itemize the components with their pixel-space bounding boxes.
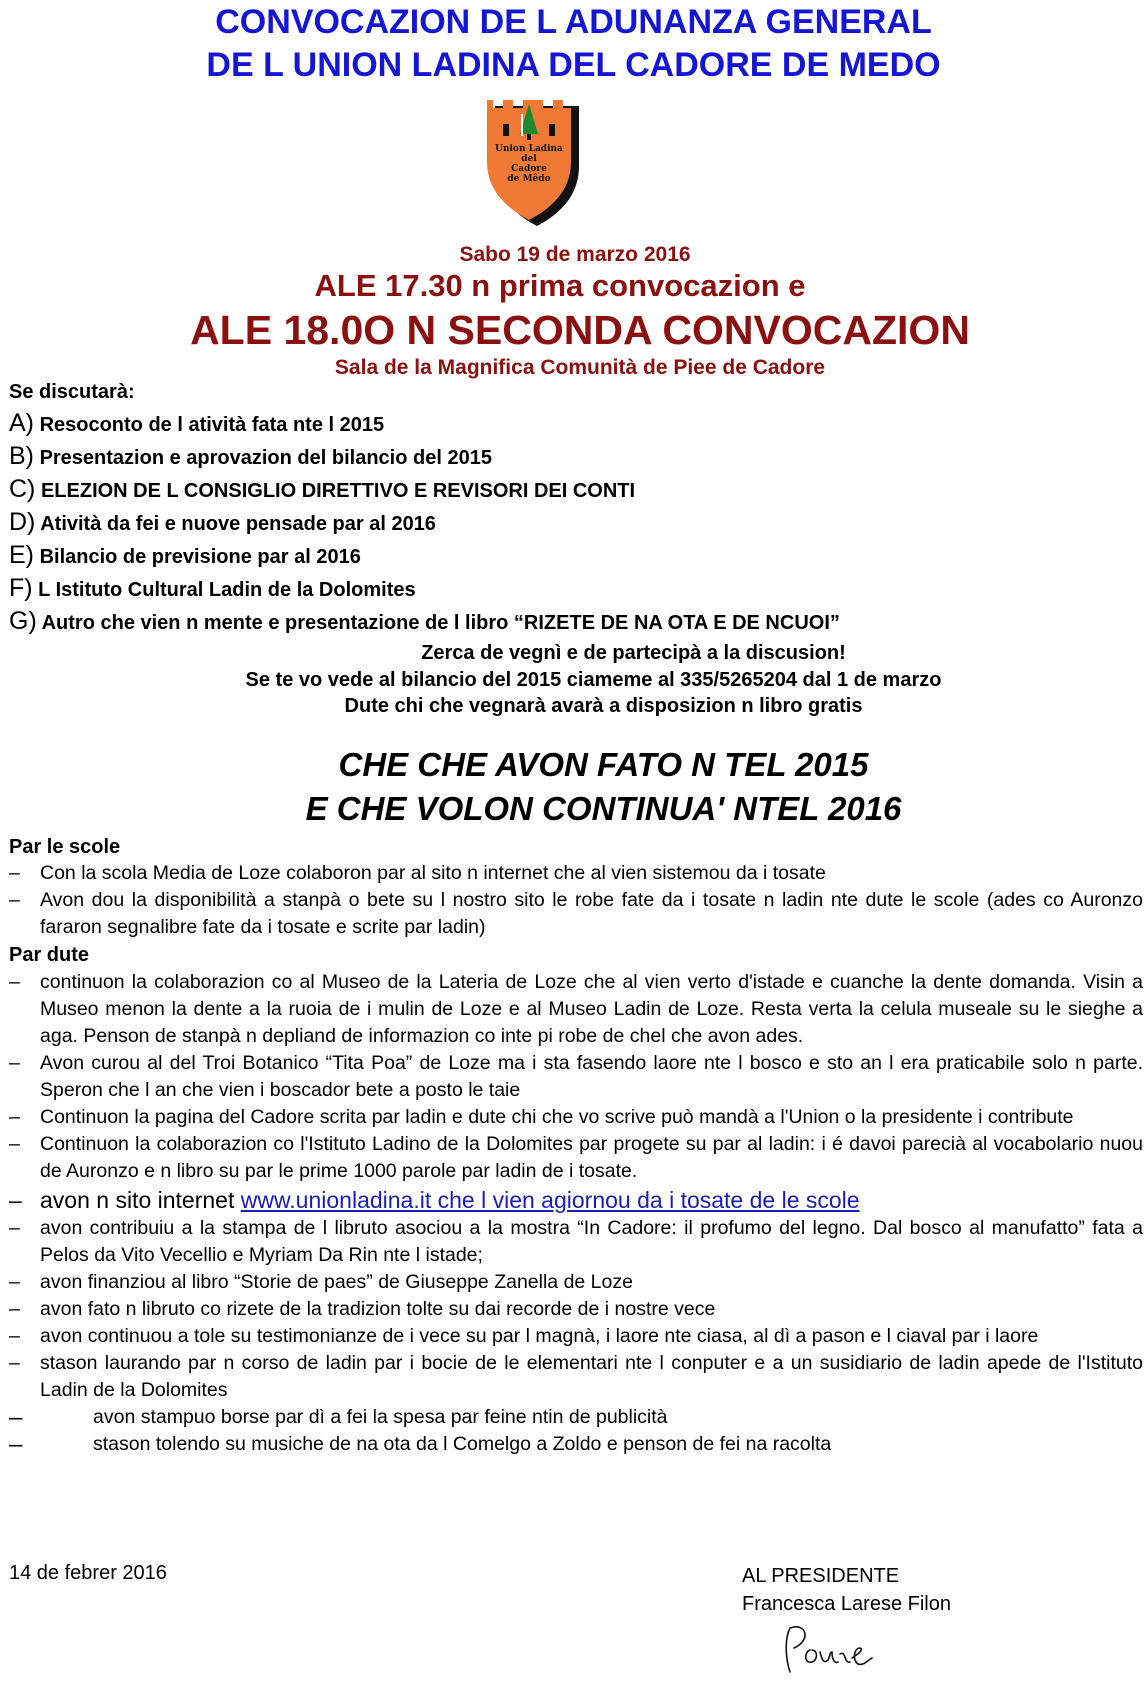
- list-item-text: avon finanziou al libro “Storie de paes” de Giuseppe Zanella de Loze: [40, 1271, 633, 1293]
- dash-bullet-icon: –: [9, 1271, 20, 1293]
- signatory-role: AL PRESIDENTE: [742, 1565, 900, 1587]
- document-title-line1: CONVOCAZION DE L ADUNANZA GENERAL: [215, 3, 932, 41]
- agenda-item: [9, 442, 1129, 475]
- agenda-letter: F): [9, 574, 33, 602]
- list-item: [9, 887, 1143, 941]
- invite-note: Zerca de vegnì e de partecipà a la discusion!: [421, 642, 846, 664]
- agenda-letter: B): [9, 442, 34, 470]
- agenda-text: ELEZION DE L CONSIGLIO DIRETTIVO E REVISORI DEI CONTI: [40, 480, 636, 502]
- dash-bullet-icon: –: [9, 1298, 20, 1320]
- agenda-letter: E): [9, 541, 34, 569]
- list-item: [9, 1269, 1143, 1296]
- agenda-heading: Se discutarà:: [9, 381, 135, 403]
- highlight-line2: E CHE VOLON CONTINUA' NTEL 2016: [305, 790, 902, 827]
- list-item: [9, 1104, 1143, 1131]
- agenda-text: Autro che vien n mente e presentazione de l libro “RIZETE DE NA OTA E DE NCUOI”: [41, 612, 840, 634]
- dash-bullet-icon: –: [9, 1325, 20, 1347]
- schools-heading: Par le scole: [9, 836, 121, 858]
- agenda-letter: C): [9, 475, 36, 503]
- schools-list: [9, 860, 1143, 941]
- agenda-item: [9, 409, 1129, 442]
- website-prefix: avon n sito internet: [40, 1187, 241, 1213]
- list-item-text: continuon la colaborazion co al Museo de la Lateria de Loze che al vien verto d'istade e cuanche la dente domanda. Visin a Museo menon la dente a la ruoia de i mulin de Loze e al Museo Ladin de Loze. Resta verta la celula museale su le sieghe a aga. Penson de stanpà n depliand de informazion co inte pi robe de chel che avon ades.: [40, 971, 1143, 1047]
- agenda-item: [9, 607, 1129, 640]
- list-item-text: avon continuou a tole su testimonianze de i vece su par l magnà, i laore nte ciasa, al dì a pason e l ciaval par i laore: [40, 1325, 1039, 1347]
- list-item: [9, 1131, 1143, 1185]
- dash-bullet-icon: –: [9, 1106, 20, 1128]
- meeting-date: Sabo 19 de marzo 2016: [459, 243, 691, 266]
- list-item: [9, 1050, 1143, 1104]
- highlight-line1: CHE CHE AVON FATO N TEL 2015: [338, 746, 869, 783]
- dash-bullet-icon: –: [9, 1052, 20, 1074]
- second-call-time: ALE 18.0O N SECONDA CONVOCAZION: [190, 307, 970, 353]
- svg-text:Cadore: Cadore: [511, 164, 547, 174]
- agenda-letter: D): [9, 508, 36, 536]
- dash-bullet-icon: –: [9, 1431, 23, 1458]
- agenda-letter: G): [9, 607, 37, 635]
- dash-bullet-icon: –: [9, 862, 20, 884]
- signatory-block: [742, 1562, 951, 1618]
- everyone-list: [9, 969, 1143, 1458]
- website-link[interactable]: www.unionladina.it che l vien agiornou da i tosate de le scole: [240, 1187, 860, 1213]
- list-item-text: avon contribuiu a la stampa de l libruto asociou a la mostra “In Cadore: il profumo del legno. Dal bosco al manufatto” fata a Pelos da Vito Vecellio e Myriam Da Rin nte l istade;: [40, 1217, 1143, 1266]
- agenda-text: L Istituto Cultural Ladin de la Dolomites: [38, 579, 416, 601]
- first-call-time: ALE 17.30 n prima convocazion e: [314, 268, 806, 303]
- list-item: [9, 1296, 1143, 1323]
- list-item-text: Avon dou la disponibilità a stanpà o bete su l nostro sito le robe fate da i tosate n ladin nte dute le scole (ades co Auronzo fararon segnalibre fate da i tosate e scrite par ladin): [40, 889, 1143, 938]
- list-item-text: stason tolendo su musiche de na ota da l Comelgo a Zoldo e penson de fei na racolta: [93, 1433, 832, 1455]
- dash-bullet-icon: –: [9, 889, 20, 911]
- list-item-text: avon stampuo borse par dì a fei la spesa par feine ntin de publicità: [93, 1406, 668, 1428]
- agenda-text: Presentazion e aprovazion del bilancio del 2015: [39, 447, 492, 469]
- dash-bullet-icon: –: [9, 1187, 22, 1213]
- document-date: 14 de febrer 2016: [9, 1562, 167, 1584]
- signatory-name: Francesca Larese Filon: [742, 1593, 951, 1615]
- dash-bullet-icon: –: [9, 1352, 20, 1374]
- union-ladina-logo: [483, 96, 583, 228]
- list-item: [9, 1350, 1143, 1404]
- agenda-item: [9, 475, 1129, 508]
- agenda-list: [9, 409, 1129, 640]
- list-item: [9, 1431, 1143, 1458]
- list-item-text: stason laurando par n corso de ladin par i bocie de le elementari nte l conputer e a un susidiario de ladin apede de l'Istituto Ladin de la Dolomites: [40, 1352, 1143, 1401]
- budget-note: Se te vo vede al bilancio del 2015 ciameme al 335/5265204 dal 1 de marzo: [245, 669, 942, 691]
- dash-bullet-icon: –: [9, 1133, 20, 1155]
- list-item: [9, 860, 1143, 887]
- svg-text:de Mêdo: de Mêdo: [507, 174, 551, 184]
- list-item: [9, 1323, 1143, 1350]
- list-item-text: Con la scola Media de Loze colaboron par al sito n internet che al vien sistemou da i tosate: [40, 862, 826, 884]
- list-item-text: Avon curou al del Troi Botanico “Tita Poa” de Loze ma i sta fasendo laore nte l bosco e sto an l era praticabile solo n parte. Speron che l an che vien i boscador bete a posto le taie: [40, 1052, 1143, 1101]
- agenda-text: Bilancio de previsione par al 2016: [39, 546, 361, 568]
- dash-bullet-icon: –: [9, 1404, 23, 1431]
- agenda-letter: A): [9, 409, 34, 437]
- list-item-text: avon fato n libruto co rizete de la tradizion tolte su dai recorde de i nostre vece: [40, 1298, 716, 1320]
- handwritten-signature: [780, 1620, 910, 1680]
- gift-note: Dute chi che vegnarà avarà a disposizion n libro gratis: [344, 695, 863, 717]
- meeting-venue: Sala de la Magnifica Comunità de Piee de Cadore: [334, 356, 826, 379]
- list-item: [9, 969, 1143, 1050]
- dash-bullet-icon: –: [9, 971, 20, 993]
- agenda-item: [9, 541, 1129, 574]
- list-item-text: Continuon la pagina del Cadore scrita par ladin e dute chi che vo scrive può mandà a l'Union o la presidente i contribute: [40, 1106, 1074, 1128]
- agenda-text: Atività da fei e nuove pensade par al 2016: [40, 513, 436, 535]
- svg-text:del: del: [521, 154, 537, 164]
- agenda-text: Resoconto de l atività fata nte l 2015: [39, 414, 385, 436]
- svg-text:Union Ladina: Union Ladina: [495, 144, 563, 154]
- list-item: [9, 1185, 1143, 1215]
- everyone-heading: Par dute: [9, 944, 90, 966]
- agenda-item: [9, 574, 1129, 607]
- document-title-line2: DE L UNION LADINA DEL CADORE DE MEDO: [206, 46, 941, 84]
- list-item: [9, 1215, 1143, 1269]
- dash-bullet-icon: –: [9, 1217, 20, 1239]
- list-item: [9, 1404, 1143, 1431]
- list-item-text: Continuon la colaborazion co l'Istituto Ladino de la Dolomites par progete su par al ladin: i é davoi parecià al vocabolario nuou de Auronzo e n libro su par le prime 1000 parole par ladin de i tosate.: [40, 1133, 1143, 1182]
- agenda-item: [9, 508, 1129, 541]
